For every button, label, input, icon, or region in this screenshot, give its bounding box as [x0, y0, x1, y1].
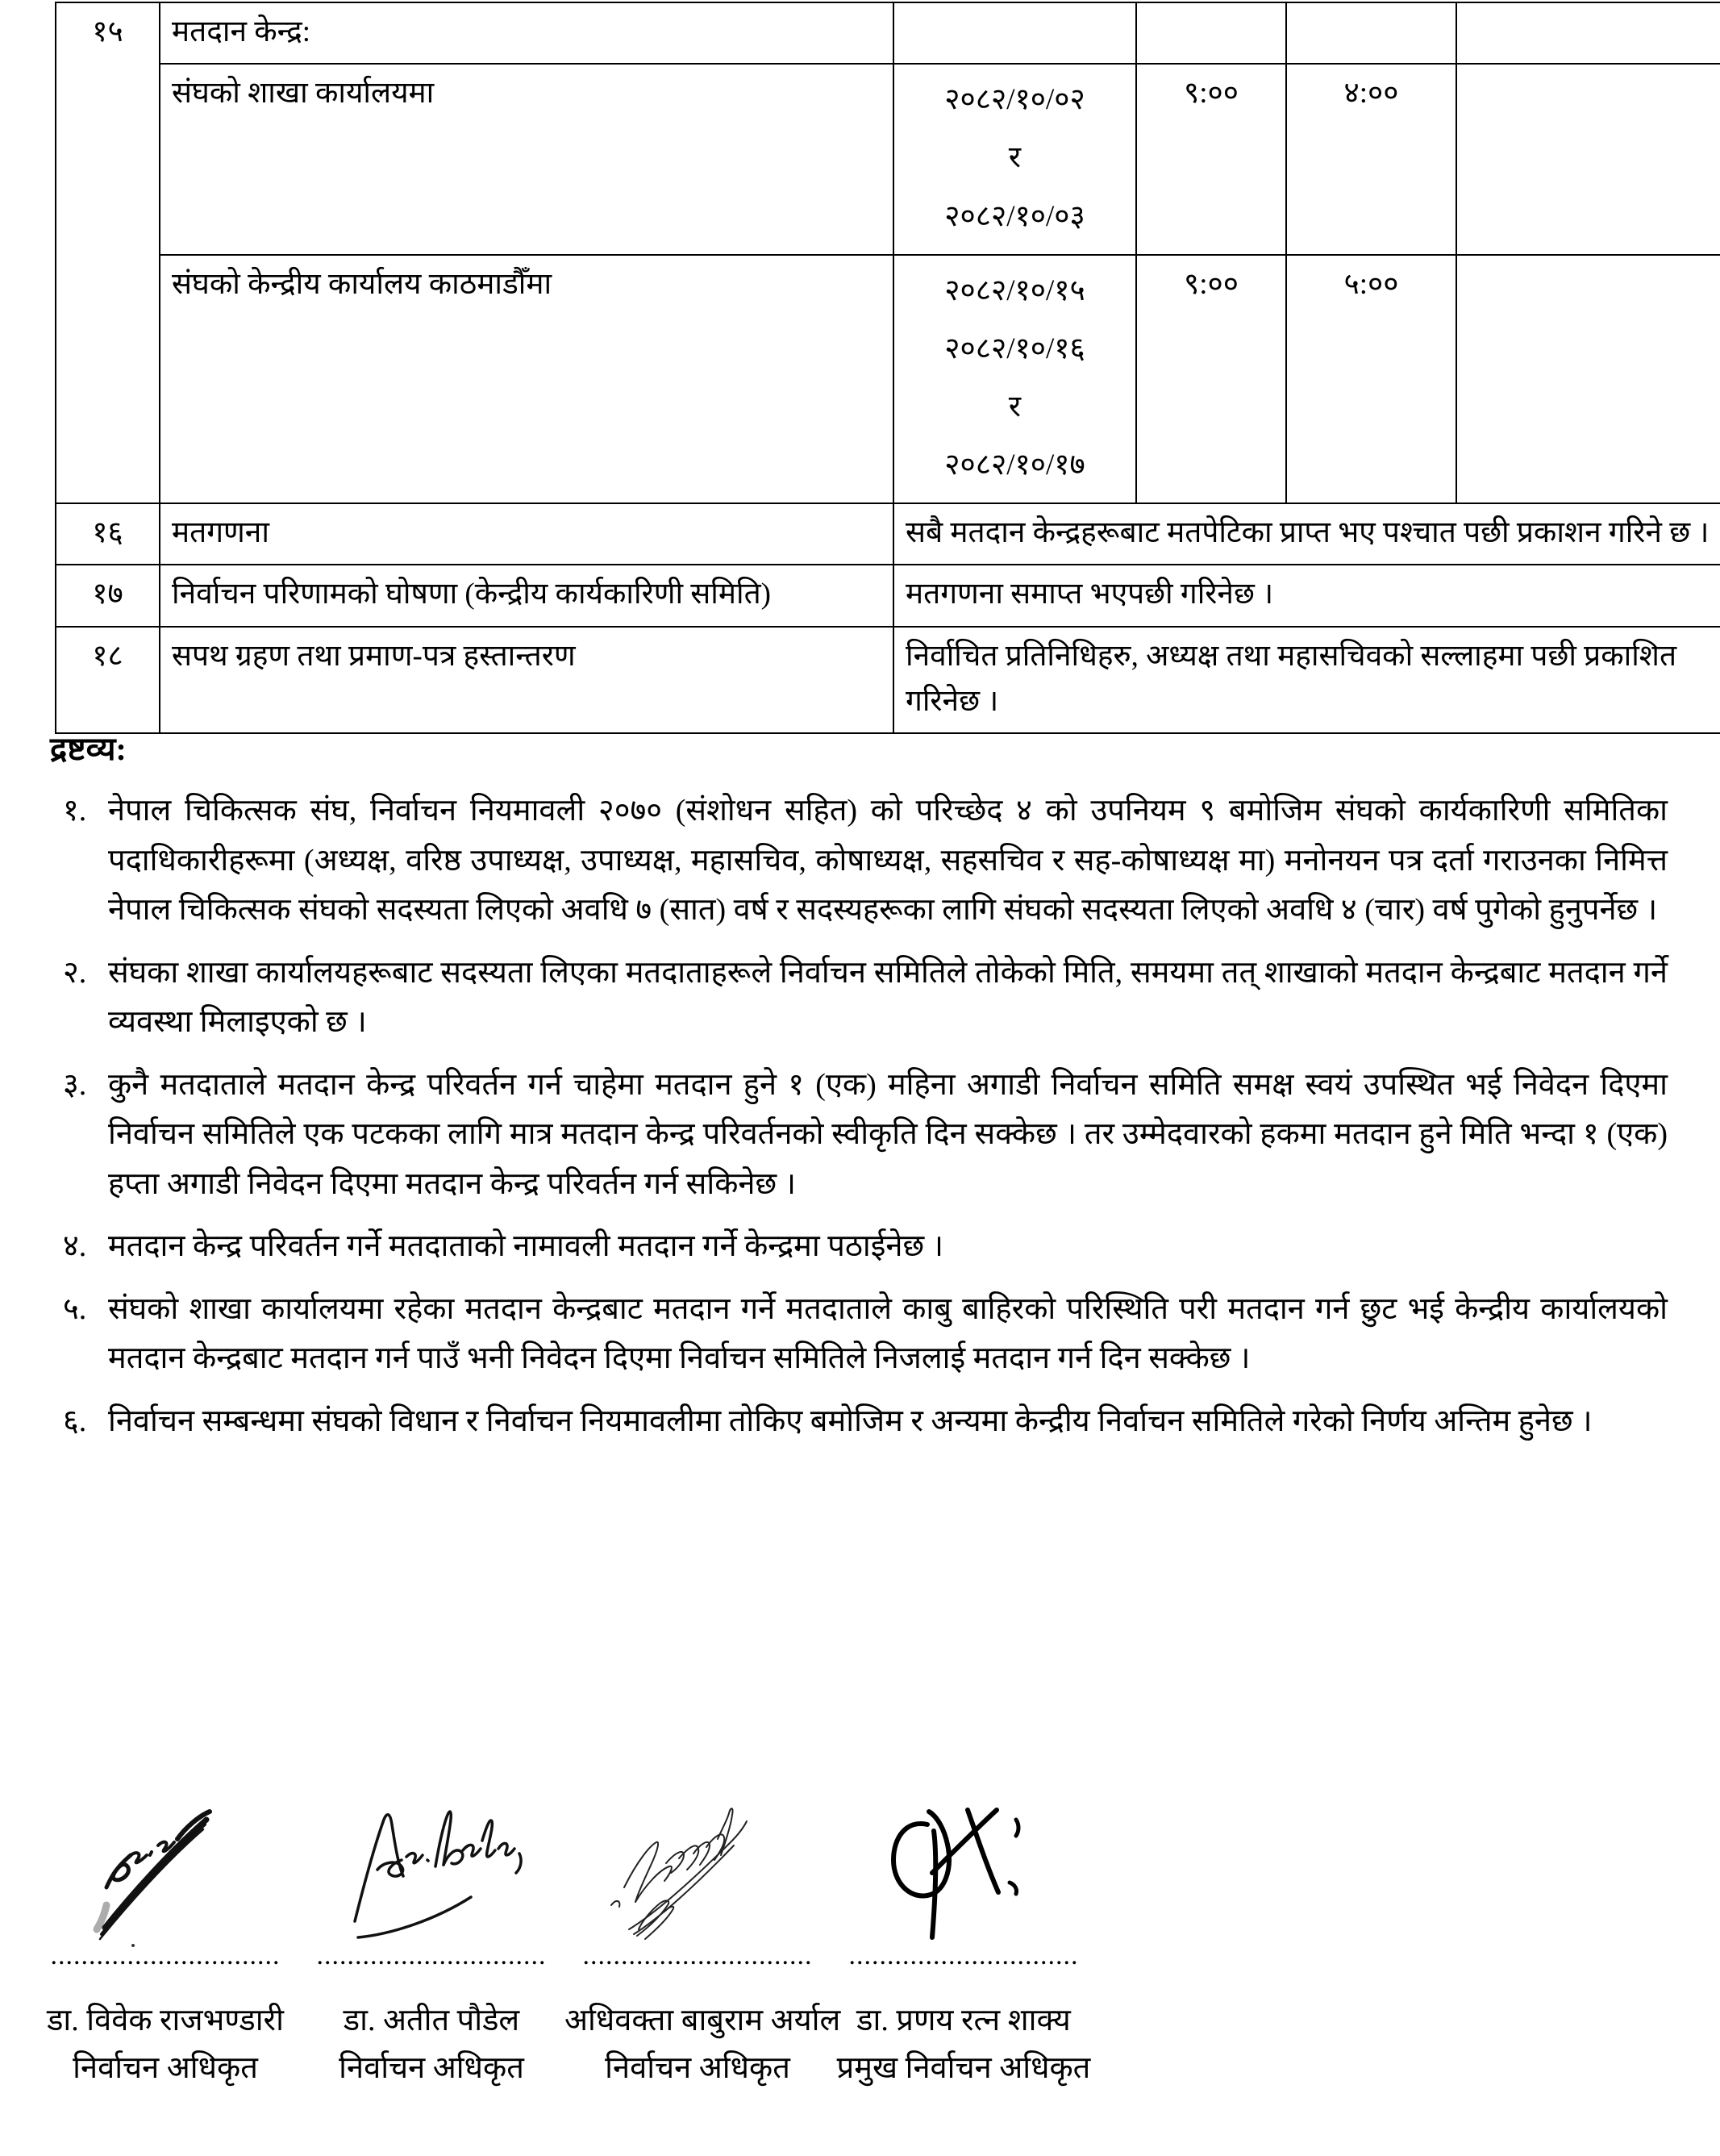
signatory-name: डा. विवेक राजभण्डारी: [47, 2004, 284, 2037]
date-conjunction: र: [1008, 141, 1022, 175]
handwritten-signature-icon: [564, 1787, 831, 1944]
row-time-to: [1286, 2, 1456, 64]
note-text: निर्वाचन सम्बन्धमा संघको विधान र निर्वाचन नियमावलीमा तोकिए बमोजिम र अन्यमा केन्द्रीय निर्वाचन समितिले गरेको निर्णय अन्तिम हुनेछ ।: [108, 1404, 1593, 1439]
note-item: [50, 1061, 1671, 1210]
row-description: मतगणना: [160, 503, 893, 565]
row-description: निर्वाचन परिणामको घोषणा (केन्द्रीय कार्यकारिणी समिति): [160, 565, 893, 626]
table-row: [56, 2, 1720, 64]
row-time-from: ९:००: [1136, 64, 1286, 254]
handwritten-signature-icon: [32, 1787, 298, 1944]
signatory-name: डा. प्रणय रत्न शाक्य: [856, 2004, 1071, 2037]
row-date: [893, 64, 1136, 254]
row-detail-text: मतगणना समाप्त भएपछी गरिनेछ ।: [893, 565, 1720, 626]
signature-block: [564, 1787, 841, 2092]
note-text: संघको शाखा कार्यालयमा रहेका मतदान केन्द्रबाट मतदान गर्ने मतदाताले काबु बाहिरको परिस्थिति परी मतदान गर्न छुट भई केन्द्रीय कार्यालयको मतदान केन्द्रबाट मतदान गर्न पाउँ भनी निवेदन दिएमा निर्वाचन समितिले निजलाई मतदान गर्न दिन सक्केछ ।: [108, 1291, 1668, 1376]
handwritten-signature-icon: [298, 1787, 564, 1944]
date-line: २०८२/१०/०२: [944, 83, 1085, 117]
row-serial-number: १५: [56, 2, 160, 503]
row-time-from: [1136, 2, 1286, 64]
note-number: ४.: [63, 1229, 87, 1264]
handwritten-signature-icon: [831, 1787, 1097, 1944]
row-time-to: ५:००: [1286, 255, 1456, 504]
note-text: कुनै मतदाताले मतदान केन्द्र परिवर्तन गर्न चाहेमा मतदान हुने १ (एक) महिना अगाडी निर्वाचन समिति समक्ष स्वयं उपस्थित भई निवेदन दिएमा निर्वाचन समितिले एक पटकका लागि मात्र मतदान केन्द्र परिवर्तनको स्वीकृति दिन सक्केछ । तर उम्मेदवारको हकमा मतदान हुने मिति भन्दा १ (एक) हप्ता अगाडी निवेदन दिएमा मतदान केन्द्र परिवर्तन गर्न सकिनेछ ।: [108, 1067, 1668, 1201]
row-time-to: ४:००: [1286, 64, 1456, 254]
row-date: [893, 255, 1136, 504]
notes-list: [50, 786, 1671, 1447]
row-date: [893, 2, 1136, 64]
row-serial-number: १७: [56, 565, 160, 626]
row-remarks: [1456, 2, 1720, 64]
signature-block: [298, 1787, 564, 2092]
note-item: [50, 949, 1671, 1048]
row-description: सपथ ग्रहण तथा प्रमाण-पत्र हस्तान्तरण: [160, 627, 893, 733]
note-number: ३.: [63, 1067, 87, 1102]
row-remarks: [1456, 255, 1720, 504]
signatory-role: निर्वाचन अधिकृत: [73, 2050, 258, 2085]
signature-block: [32, 1787, 298, 2092]
row-time-from: ९:००: [1136, 255, 1286, 504]
row-serial-number: १८: [56, 627, 160, 733]
row-detail-text: निर्वाचित प्रतिनिधिहरु, अध्यक्ष तथा महासचिवको सल्लाहमा पछी प्रकाशित गरिनेछ ।: [893, 627, 1720, 733]
note-item: [50, 786, 1671, 936]
row-remarks: [1456, 64, 1720, 254]
signatory-role: निर्वाचन अधिकृत: [605, 2050, 790, 2085]
table-row: [56, 565, 1720, 626]
signature-block: [831, 1787, 1097, 2092]
note-text: संघका शाखा कार्यालयहरूबाट सदस्यता लिएका मतदाताहरूले निर्वाचन समितिले तोकेको मिति, समयमा तत् शाखाको मतदान केन्द्रबाट मतदान गर्ने व्यवस्था मिलाइएको छ ।: [108, 955, 1668, 1040]
note-number: ६.: [63, 1404, 87, 1439]
row-description: मतदान केन्द्र:: [160, 2, 893, 64]
signatory-role: प्रमुख निर्वाचन अधिकृत: [836, 2050, 1091, 2085]
notes-section: [50, 730, 1671, 1460]
signatory-role: निर्वाचन अधिकृत: [339, 2050, 524, 2085]
election-schedule-table: [55, 2, 1720, 734]
note-number: २.: [63, 955, 87, 990]
row-serial-number: १६: [56, 503, 160, 565]
table-row: [56, 627, 1720, 733]
signature-dotted-line: ..............................: [50, 1944, 281, 1970]
signature-dotted-line: ..............................: [582, 1944, 813, 1970]
signature-dotted-line: ..............................: [316, 1944, 547, 1970]
note-number: १.: [63, 794, 87, 828]
note-text: नेपाल चिकित्सक संघ, निर्वाचन नियमावली २०७० (संशोधन सहित) को परिच्छेद ४ को उपनियम ९ बमोजिम संघको कार्यकारिणी समितिका पदाधिकारीहरूमा (अध्यक्ष, वरिष्ठ उपाध्यक्ष, उपाध्यक्ष, महासचिव, कोषाध्यक्ष, सहसचिव र सह-कोषाध्यक्ष मा) मनोनयन पत्र दर्ता गराउनका निमित्त नेपाल चिकित्सक संघको सदस्यता लिएको अवधि ७ (सात) वर्ष र सदस्यहरूका लागि संघको सदस्यता लिएको अवधि ४ (चार) वर्ष पुगेको हुनुपर्नेछ ।: [108, 794, 1668, 928]
signatory-name: डा. अतीत पौडेल: [343, 2004, 520, 2037]
signature-row: [32, 1787, 1688, 2092]
table-row: [56, 255, 1720, 504]
signature-dotted-line: ..............................: [848, 1944, 1079, 1970]
date-line: २०८२/१०/१५: [944, 273, 1085, 307]
date-line: २०८२/१०/१६: [944, 332, 1085, 365]
date-line: २०८२/१०/१७: [944, 448, 1085, 482]
table-row: [56, 64, 1720, 254]
date-line: २०८२/१०/०३: [944, 199, 1085, 233]
table-row: [56, 503, 1720, 565]
row-description: संघको केन्द्रीय कार्यालय काठमाडौँमा: [160, 255, 893, 504]
signatory-name: अधिवक्ता बाबुराम अर्याल: [564, 2004, 841, 2037]
row-detail-text: सबै मतदान केन्द्रहरूबाट मतपेटिका प्राप्त भए पश्चात पछी प्रकाशन गरिने छ ।: [893, 503, 1720, 565]
note-number: ५.: [63, 1291, 87, 1326]
note-item: [50, 1222, 1671, 1272]
note-item: [50, 1397, 1671, 1447]
row-description: संघको शाखा कार्यालयमा: [160, 64, 893, 254]
date-conjunction: र: [1008, 390, 1022, 423]
notes-heading: द्रष्टव्य:: [50, 731, 127, 767]
note-text: मतदान केन्द्र परिवर्तन गर्ने मतदाताको नामावली मतदान गर्ने केन्द्रमा पठाईनेछ ।: [108, 1229, 944, 1264]
note-item: [50, 1285, 1671, 1384]
